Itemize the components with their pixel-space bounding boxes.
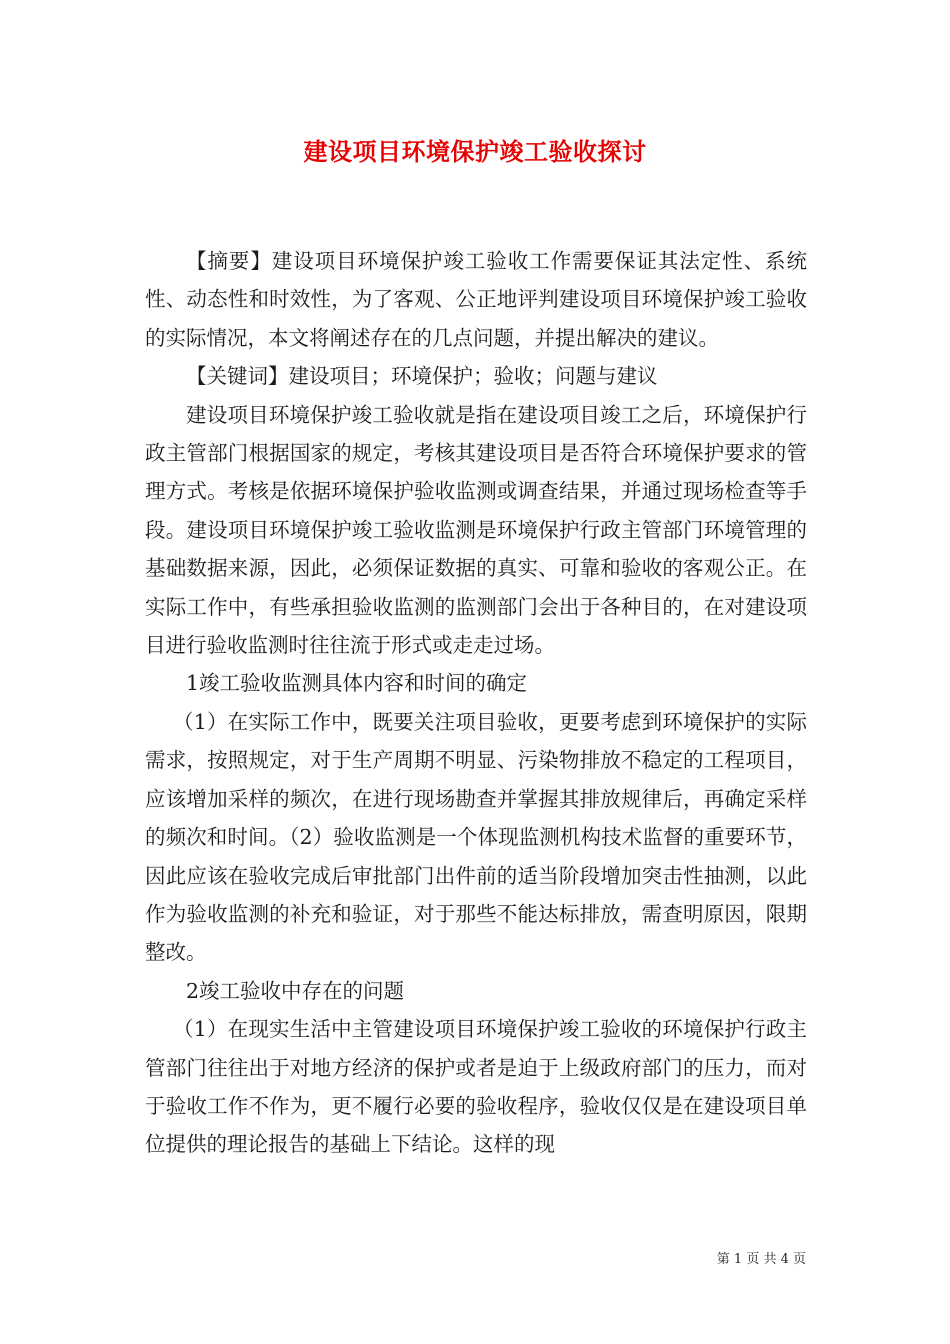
- document-body: [145, 242, 807, 1164]
- document-title: 建设项目环境保护竣工验收探讨: [303, 137, 647, 166]
- section-heading-2: 2竣工验收中存在的问题: [186, 978, 405, 1003]
- keywords-paragraph: 【关键词】建设项目；环境保护；验收；问题与建议: [186, 364, 658, 389]
- page-number-footer: 第 1 页 共 4 页: [716, 1252, 806, 1267]
- intro-paragraph: 建设项目环境保护竣工验收就是指在建设项目竣工之后，环境保护行政主管部门根据国家的规定，考核其建设项目是否符合环境保护要求的管理方式。考核是依据环境保护验收监测或调查结果，并通过现场检查等手段。建设项目环境保护竣工验收监测是环境保护行政主管部门环境管理的基础数据来源，因此，必须保证数据的真实、可靠和验收的客观公正。在实际工作中，有些承担验收监测的监测部门会出于各种目的，在对建设项目进行验收监测时往往流于形式或走走过场。: [145, 402, 807, 658]
- section-2-paragraph: （1）在现实生活中主管建设项目环境保护竣工验收的环境保护行政主管部门往往出于对地方经济的保护或者是迫于上级政府部门的压力，而对于验收工作不作为，更不履行必要的验收程序，验收仅仅是在建设项目单位提供的理论报告的基础上下结论。这样的现: [145, 1017, 807, 1157]
- abstract-paragraph: 【摘要】建设项目环境保护竣工验收工作需要保证其法定性、系统性、动态性和时效性，为了客观、公正地评判建设项目环境保护竣工验收的实际情况，本文将阐述存在的几点问题，并提出解决的建议。: [145, 249, 807, 350]
- section-heading-1: 1竣工验收监测具体内容和时间的确定: [186, 671, 528, 696]
- section-1-paragraph: （1）在实际工作中，既要关注项目验收，更要考虑到环境保护的实际需求，按照规定，对于生产周期不明显、污染物排放不稳定的工程项目，应该增加采样的频次，在进行现场勘查并掌握其排放规律后，再确定采样的频次和时间。（2）验收监测是一个体现监测机构技术监督的重要环节，因此应该在验收完成后审批部门出件前的适当阶段增加突击性抽测，以此作为验收监测的补充和验证，对于那些不能达标排放，需查明原因，限期整改。: [145, 709, 807, 965]
